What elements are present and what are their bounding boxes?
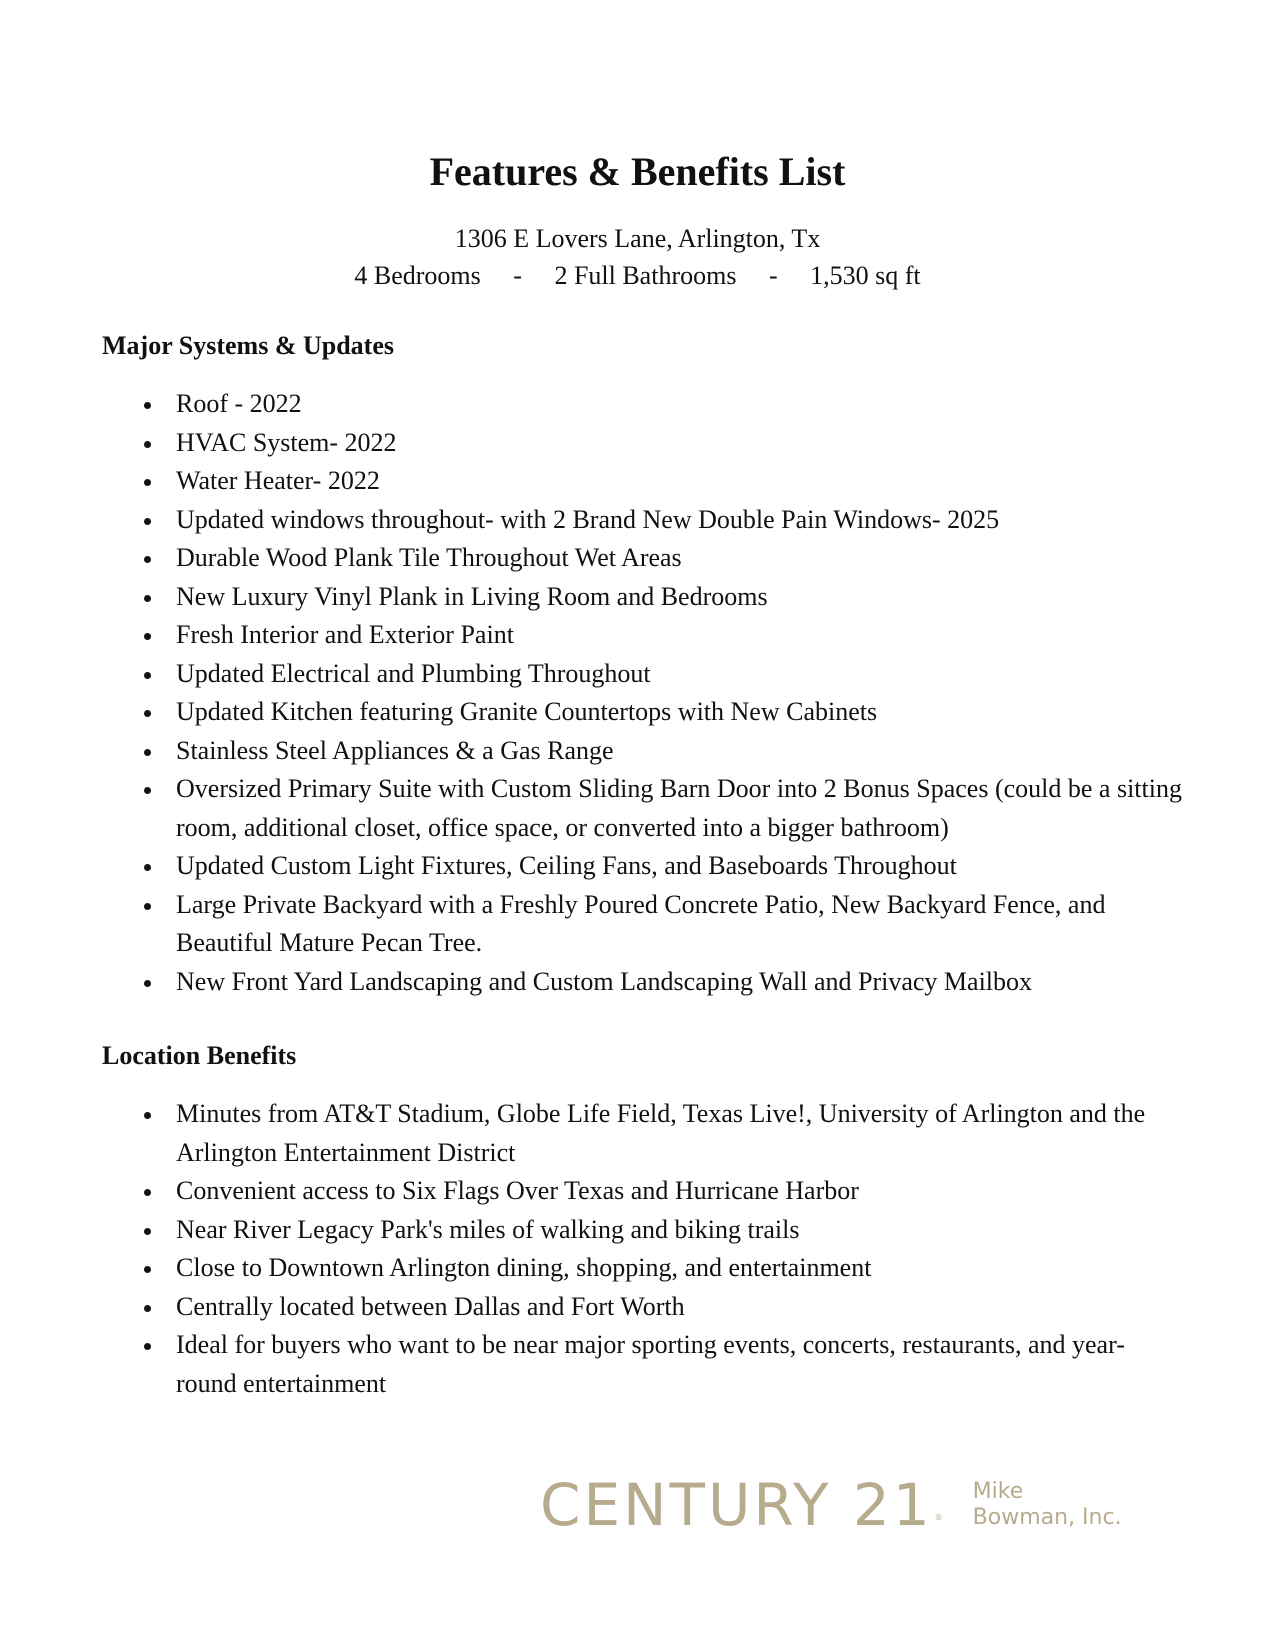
list-item (102, 424, 1182, 463)
list-item (102, 385, 1182, 424)
list-item (102, 770, 1182, 847)
bullet-icon (144, 1305, 151, 1312)
bathrooms-count: 2 Full Bathrooms (554, 261, 737, 290)
bullet-icon (144, 402, 151, 409)
logo-office-line2: Bowman, Inc. (972, 1505, 1122, 1530)
list-item-text: Updated Custom Light Fixtures, Ceiling Fans, and Baseboards Throughout (176, 851, 957, 880)
major-systems-list (102, 385, 1182, 1001)
list-item-text: Centrally located between Dallas and Fort Worth (176, 1291, 685, 1321)
list-item (102, 1326, 1182, 1403)
list-item (102, 578, 1182, 617)
list-item (102, 616, 1182, 655)
property-specs (0, 259, 1275, 293)
bullet-icon (144, 903, 151, 910)
bullet-icon (144, 864, 151, 871)
list-item (102, 462, 1182, 501)
list-item (102, 1288, 1182, 1327)
bullet-icon (144, 1266, 151, 1273)
bullet-icon (144, 633, 151, 640)
century21-logo (540, 1470, 1122, 1540)
spec-separator: - (768, 261, 778, 290)
location-benefits-heading: Location Benefits (102, 1041, 297, 1070)
list-item-text: Fresh Interior and Exterior Paint (176, 620, 514, 649)
bullet-icon (144, 518, 151, 525)
property-address: 1306 E Lovers Lane, Arlington, Tx (454, 224, 821, 253)
bullet-icon (144, 1343, 151, 1350)
list-item-text: Convenient access to Six Flags Over Texas and Hurricane Harbor (176, 1176, 859, 1205)
bedrooms-count: 4 Bedrooms (354, 261, 481, 290)
bullet-icon (144, 980, 151, 987)
list-item-text: Updated windows throughout- with 2 Brand New Double Pain Windows- 2025 (176, 504, 1000, 534)
list-item (102, 655, 1182, 694)
list-item-text: HVAC System- 2022 (176, 427, 397, 457)
list-item (102, 501, 1182, 540)
bullet-icon (144, 749, 151, 756)
list-item (102, 1211, 1182, 1250)
square-footage: 1,530 sq ft (810, 261, 921, 290)
list-item (102, 1095, 1182, 1172)
list-item (102, 1172, 1182, 1211)
list-item (102, 539, 1182, 578)
logo-brand: CENTURY 21 (540, 1471, 933, 1539)
bullet-icon (144, 1112, 151, 1119)
list-item-text: Minutes from AT&T Stadium, Globe Life Field, Texas Live!, University of Arlington and the Arlington Entertainment District (176, 1099, 1146, 1167)
list-item-text: Stainless Steel Appliances & a Gas Range (176, 735, 614, 765)
page-title: Features & Benefits List (429, 149, 846, 194)
bullet-icon (144, 556, 151, 563)
bullet-icon (144, 441, 151, 448)
major-systems-heading: Major Systems & Updates (102, 331, 394, 360)
list-item-text: Updated Kitchen featuring Granite Countertops with New Cabinets (176, 697, 878, 726)
list-item-text: Ideal for buyers who want to be near major sporting events, concerts, restaurants, and year-round entertainment (176, 1330, 1125, 1398)
list-item-text: Close to Downtown Arlington dining, shopping, and entertainment (176, 1253, 872, 1282)
logo-office (973, 1479, 1122, 1531)
bullet-icon (144, 1189, 151, 1196)
bullet-icon (144, 672, 151, 679)
logo-office-line1: Mike (972, 1479, 1024, 1504)
list-item (102, 693, 1182, 732)
list-item-text: Updated Electrical and Plumbing Throughout (176, 658, 651, 688)
list-item-text: Large Private Backyard with a Freshly Poured Concrete Patio, New Backyard Fence, and Beautiful Mature Pecan Tree. (176, 889, 1106, 957)
bullet-icon (144, 1228, 151, 1235)
list-item-text: Oversized Primary Suite with Custom Sliding Barn Door into 2 Bonus Spaces (could be a sitting room, additional closet, office space, or converted into a bigger bathroom) (176, 774, 1182, 842)
list-item-text: New Luxury Vinyl Plank in Living Room and Bedrooms (176, 581, 768, 611)
list-item (102, 732, 1182, 771)
list-item (102, 886, 1182, 963)
bullet-icon (144, 595, 151, 602)
bullet-icon (144, 710, 151, 717)
bullet-icon (144, 479, 151, 486)
list-item (102, 963, 1182, 1002)
spec-separator: - (513, 261, 522, 290)
list-item (102, 1249, 1182, 1288)
list-item (102, 847, 1182, 886)
list-item-text: Durable Wood Plank Tile Throughout Wet Areas (176, 543, 682, 572)
location-benefits-list (102, 1095, 1182, 1403)
list-item-text: Roof - 2022 (176, 389, 302, 418)
list-item-text: Near River Legacy Park's miles of walking and biking trails (176, 1214, 800, 1244)
bullet-icon (144, 787, 151, 794)
registered-mark: ® (934, 1513, 943, 1522)
list-item-text: Water Heater- 2022 (176, 466, 380, 495)
list-item-text: New Front Yard Landscaping and Custom Landscaping Wall and Privacy Mailbox (176, 966, 1033, 996)
